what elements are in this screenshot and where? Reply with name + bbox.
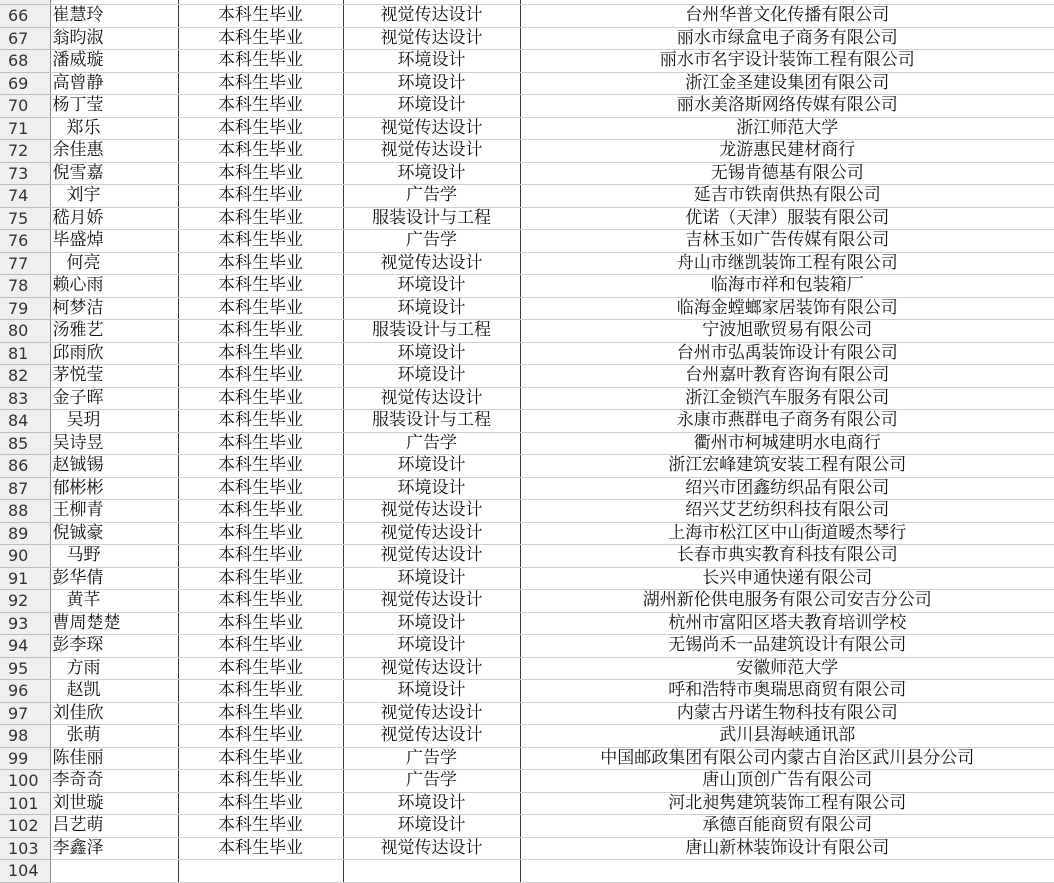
company-cell[interactable]: 宁波旭歌贸易有限公司 [520,320,1054,343]
company-cell[interactable]: 承德百能商贸有限公司 [520,815,1054,838]
major-cell[interactable]: 视觉传达设计 [343,545,520,568]
name-cell[interactable] [50,860,178,883]
table-row [0,612,1054,635]
major-cell[interactable]: 环境设计 [343,297,520,320]
table-row [0,72,1054,95]
company-cell[interactable]: 永康市燕群电子商务有限公司 [520,410,1054,433]
table-row [0,387,1054,410]
company-cell[interactable]: 无锡肯德基有限公司 [520,162,1054,185]
table-row [0,320,1054,343]
table-row [0,500,1054,523]
row-number[interactable]: 87 [0,477,50,500]
row-number[interactable]: 94 [0,635,50,658]
degree-cell[interactable]: 本科生毕业 [178,837,343,860]
row-number[interactable]: 98 [0,725,50,748]
name-cell[interactable]: 倪铖豪 [50,522,178,545]
major-cell[interactable]: 环境设计 [343,365,520,388]
major-cell[interactable]: 环境设计 [343,680,520,703]
major-cell[interactable]: 广告学 [343,747,520,770]
company-cell[interactable]: 丽水美洛斯网络传媒有限公司 [520,95,1054,118]
degree-cell[interactable]: 本科生毕业 [178,252,343,275]
name-cell[interactable]: 赵凯 [50,680,178,703]
company-cell[interactable]: 台州嘉叶教育咨询有限公司 [520,365,1054,388]
name-cell[interactable]: 王柳青 [50,500,178,523]
table-row [0,545,1054,568]
degree-cell[interactable]: 本科生毕业 [178,207,343,230]
name-cell[interactable]: 赵铖锡 [50,455,178,478]
row-number[interactable]: 67 [0,27,50,50]
name-cell[interactable]: 赖心雨 [50,275,178,298]
row-number[interactable]: 78 [0,275,50,298]
table-row [0,590,1054,613]
company-cell[interactable]: 内蒙古丹诺生物科技有限公司 [520,702,1054,725]
company-cell[interactable]: 上海市松江区中山街道暧杰琴行 [520,522,1054,545]
degree-cell[interactable]: 本科生毕业 [178,410,343,433]
table-row [0,342,1054,365]
table-row [0,297,1054,320]
table-row [0,252,1054,275]
company-cell[interactable]: 武川县海峡通讯部 [520,725,1054,748]
table-row [0,185,1054,208]
degree-cell[interactable]: 本科生毕业 [178,50,343,73]
row-number[interactable]: 95 [0,657,50,680]
name-cell[interactable]: 余佳惠 [50,140,178,163]
degree-cell[interactable]: 本科生毕业 [178,545,343,568]
name-cell[interactable]: 吴诗昱 [50,432,178,455]
table-row [0,117,1054,140]
degree-cell[interactable]: 本科生毕业 [178,522,343,545]
major-cell[interactable]: 视觉传达设计 [343,140,520,163]
major-cell[interactable]: 环境设计 [343,792,520,815]
row-number[interactable]: 74 [0,185,50,208]
degree-cell[interactable]: 本科生毕业 [178,725,343,748]
major-cell[interactable]: 环境设计 [343,275,520,298]
degree-cell[interactable]: 本科生毕业 [178,387,343,410]
major-cell[interactable]: 环境设计 [343,567,520,590]
major-cell[interactable]: 环境设计 [343,72,520,95]
degree-cell[interactable]: 本科生毕业 [178,590,343,613]
table-row [0,477,1054,500]
major-cell[interactable]: 视觉传达设计 [343,725,520,748]
degree-cell[interactable]: 本科生毕业 [178,275,343,298]
company-cell[interactable]: 临海金螳螂家居装饰有限公司 [520,297,1054,320]
company-cell[interactable]: 中国邮政集团有限公司内蒙古自治区武川县分公司 [520,747,1054,770]
major-cell[interactable]: 视觉传达设计 [343,500,520,523]
company-cell[interactable]: 延吉市铁南供热有限公司 [520,185,1054,208]
row-number[interactable]: 69 [0,72,50,95]
company-cell[interactable]: 安徽师范大学 [520,657,1054,680]
company-cell[interactable]: 龙游惠民建材商行 [520,140,1054,163]
degree-cell[interactable]: 本科生毕业 [178,342,343,365]
row-number[interactable]: 80 [0,320,50,343]
row-number[interactable]: 71 [0,117,50,140]
row-number[interactable]: 83 [0,387,50,410]
table-row [0,432,1054,455]
table-row [0,747,1054,770]
name-cell[interactable]: 高曾静 [50,72,178,95]
company-cell[interactable]: 河北昶隽建筑装饰工程有限公司 [520,792,1054,815]
major-cell[interactable]: 环境设计 [343,477,520,500]
major-cell[interactable]: 视觉传达设计 [343,590,520,613]
degree-cell[interactable]: 本科生毕业 [178,770,343,793]
row-number[interactable]: 84 [0,410,50,433]
name-cell[interactable]: 黄芊 [50,590,178,613]
table-row-empty [0,860,1054,883]
degree-cell[interactable]: 本科生毕业 [178,680,343,703]
degree-cell[interactable]: 本科生毕业 [178,27,343,50]
table-row [0,680,1054,703]
company-cell[interactable]: 湖州新伦供电服务有限公司安吉分公司 [520,590,1054,613]
table-row [0,5,1054,28]
company-cell[interactable]: 舟山市继凯装饰工程有限公司 [520,252,1054,275]
table-row [0,162,1054,185]
table-row [0,837,1054,860]
company-cell[interactable]: 浙江师范大学 [520,117,1054,140]
row-number[interactable]: 97 [0,702,50,725]
name-cell[interactable]: 方雨 [50,657,178,680]
name-cell[interactable]: 刘宇 [50,185,178,208]
major-cell[interactable]: 环境设计 [343,162,520,185]
major-cell[interactable]: 广告学 [343,432,520,455]
degree-cell[interactable]: 本科生毕业 [178,95,343,118]
major-cell[interactable]: 视觉传达设计 [343,252,520,275]
table-row [0,815,1054,838]
name-cell[interactable]: 嵇月娇 [50,207,178,230]
name-cell[interactable]: 汤雅艺 [50,320,178,343]
degree-cell[interactable]: 本科生毕业 [178,455,343,478]
row-number[interactable]: 89 [0,522,50,545]
degree-cell[interactable]: 本科生毕业 [178,230,343,253]
name-cell[interactable]: 翁昀淑 [50,27,178,50]
major-cell[interactable]: 环境设计 [343,95,520,118]
table-row [0,770,1054,793]
table-row [0,95,1054,118]
row-number[interactable]: 86 [0,455,50,478]
table-row [0,365,1054,388]
degree-cell[interactable]: 本科生毕业 [178,320,343,343]
name-cell[interactable]: 曹周楚楚 [50,612,178,635]
row-number[interactable]: 75 [0,207,50,230]
name-cell[interactable]: 吕艺萌 [50,815,178,838]
major-cell[interactable]: 服装设计与工程 [343,320,520,343]
company-cell[interactable]: 唐山新林装饰设计有限公司 [520,837,1054,860]
company-cell[interactable]: 台州市弘禹装饰设计有限公司 [520,342,1054,365]
major-cell[interactable]: 视觉传达设计 [343,387,520,410]
company-cell[interactable]: 优诺（天津）服装有限公司 [520,207,1054,230]
degree-cell[interactable]: 本科生毕业 [178,297,343,320]
degree-cell[interactable]: 本科生毕业 [178,815,343,838]
name-cell[interactable]: 彭华倩 [50,567,178,590]
row-number[interactable]: 70 [0,95,50,118]
row-number[interactable]: 88 [0,500,50,523]
major-cell[interactable]: 视觉传达设计 [343,27,520,50]
company-cell[interactable]: 浙江金圣建设集团有限公司 [520,72,1054,95]
company-cell[interactable]: 衢州市柯城建明水电商行 [520,432,1054,455]
major-cell[interactable]: 环境设计 [343,455,520,478]
name-cell[interactable]: 吴玥 [50,410,178,433]
row-number[interactable]: 72 [0,140,50,163]
major-cell[interactable]: 广告学 [343,185,520,208]
row-number[interactable]: 99 [0,747,50,770]
table-row [0,657,1054,680]
degree-cell[interactable]: 本科生毕业 [178,365,343,388]
major-cell[interactable]: 环境设计 [343,342,520,365]
name-cell[interactable]: 何亮 [50,252,178,275]
row-number[interactable]: 100 [0,770,50,793]
name-cell[interactable]: 潘威璇 [50,50,178,73]
major-cell[interactable]: 环境设计 [343,50,520,73]
company-cell[interactable]: 绍兴艾艺纺织科技有限公司 [520,500,1054,523]
name-cell[interactable]: 柯梦洁 [50,297,178,320]
company-cell[interactable]: 唐山顶创广告有限公司 [520,770,1054,793]
table-row [0,522,1054,545]
degree-cell[interactable]: 本科生毕业 [178,477,343,500]
degree-cell[interactable]: 本科生毕业 [178,72,343,95]
row-number[interactable]: 103 [0,837,50,860]
degree-cell[interactable]: 本科生毕业 [178,117,343,140]
row-number[interactable]: 82 [0,365,50,388]
table-row [0,140,1054,163]
degree-cell[interactable]: 本科生毕业 [178,432,343,455]
table-row [0,702,1054,725]
major-cell[interactable]: 环境设计 [343,815,520,838]
company-cell[interactable] [520,860,1054,883]
major-cell[interactable]: 环境设计 [343,635,520,658]
row-number[interactable]: 96 [0,680,50,703]
name-cell[interactable]: 毕盛焯 [50,230,178,253]
company-cell[interactable]: 长春市典实教育科技有限公司 [520,545,1054,568]
major-cell[interactable]: 视觉传达设计 [343,657,520,680]
name-cell[interactable]: 邱雨欣 [50,342,178,365]
degree-cell[interactable]: 本科生毕业 [178,702,343,725]
row-number[interactable]: 102 [0,815,50,838]
name-cell[interactable]: 倪雪嘉 [50,162,178,185]
row-number[interactable]: 79 [0,297,50,320]
row-number[interactable]: 81 [0,342,50,365]
degree-cell[interactable] [178,860,343,883]
table-row [0,792,1054,815]
company-cell[interactable]: 长兴申通快递有限公司 [520,567,1054,590]
name-cell[interactable]: 杨丁莹 [50,95,178,118]
major-cell[interactable]: 广告学 [343,770,520,793]
company-cell[interactable]: 绍兴市团鑫纺织品有限公司 [520,477,1054,500]
company-cell[interactable]: 无锡尚禾一品建筑设计有限公司 [520,635,1054,658]
table-row [0,207,1054,230]
name-cell[interactable]: 郁彬彬 [50,477,178,500]
major-cell[interactable]: 视觉传达设计 [343,117,520,140]
company-cell[interactable]: 浙江宏峰建筑安装工程有限公司 [520,455,1054,478]
row-number[interactable]: 91 [0,567,50,590]
row-number[interactable]: 85 [0,432,50,455]
table-row [0,230,1054,253]
name-cell[interactable]: 张萌 [50,725,178,748]
degree-cell[interactable]: 本科生毕业 [178,5,343,28]
degree-cell[interactable]: 本科生毕业 [178,612,343,635]
row-number[interactable]: 68 [0,50,50,73]
row-number[interactable]: 93 [0,612,50,635]
major-cell[interactable]: 广告学 [343,230,520,253]
company-cell[interactable]: 呼和浩特市奥瑞思商贸有限公司 [520,680,1054,703]
name-cell[interactable]: 茅悦莹 [50,365,178,388]
row-number[interactable]: 73 [0,162,50,185]
degree-cell[interactable]: 本科生毕业 [178,657,343,680]
row-number[interactable]: 92 [0,590,50,613]
name-cell[interactable]: 刘世璇 [50,792,178,815]
company-cell[interactable]: 浙江金锁汽车服务有限公司 [520,387,1054,410]
degree-cell[interactable]: 本科生毕业 [178,792,343,815]
degree-cell[interactable]: 本科生毕业 [178,140,343,163]
major-cell[interactable]: 服装设计与工程 [343,207,520,230]
row-number[interactable]: 90 [0,545,50,568]
row-number[interactable]: 104 [0,860,50,883]
table-row [0,725,1054,748]
company-cell[interactable]: 丽水市绿盒电子商务有限公司 [520,27,1054,50]
name-cell[interactable]: 刘佳欣 [50,702,178,725]
major-cell[interactable]: 服装设计与工程 [343,410,520,433]
name-cell[interactable]: 彭李琛 [50,635,178,658]
company-cell[interactable]: 杭州市富阳区塔夫教育培训学校 [520,612,1054,635]
table-row [0,410,1054,433]
major-cell[interactable]: 视觉传达设计 [343,837,520,860]
name-cell[interactable]: 李奇奇 [50,770,178,793]
row-number[interactable]: 77 [0,252,50,275]
name-cell[interactable]: 金子晖 [50,387,178,410]
degree-cell[interactable]: 本科生毕业 [178,635,343,658]
major-cell[interactable]: 环境设计 [343,612,520,635]
major-cell[interactable]: 视觉传达设计 [343,522,520,545]
table-row [0,635,1054,658]
name-cell[interactable]: 陈佳丽 [50,747,178,770]
major-cell[interactable]: 视觉传达设计 [343,702,520,725]
degree-cell[interactable]: 本科生毕业 [178,747,343,770]
name-cell[interactable]: 郑乐 [50,117,178,140]
degree-cell[interactable]: 本科生毕业 [178,500,343,523]
name-cell[interactable]: 马野 [50,545,178,568]
name-cell[interactable]: 崔慧玲 [50,5,178,28]
company-cell[interactable]: 临海市祥和包装箱厂 [520,275,1054,298]
table-row [0,455,1054,478]
table-row [0,50,1054,73]
degree-cell[interactable]: 本科生毕业 [178,567,343,590]
major-cell[interactable] [343,860,520,883]
row-number[interactable]: 101 [0,792,50,815]
table-row [0,567,1054,590]
name-cell[interactable]: 李鑫泽 [50,837,178,860]
row-number[interactable]: 66 [0,5,50,28]
major-cell[interactable]: 视觉传达设计 [343,5,520,28]
degree-cell[interactable]: 本科生毕业 [178,162,343,185]
degree-cell[interactable]: 本科生毕业 [178,185,343,208]
row-number[interactable]: 76 [0,230,50,253]
table-row [0,27,1054,50]
company-cell[interactable]: 丽水市名宇设计装饰工程有限公司 [520,50,1054,73]
table-row [0,275,1054,298]
company-cell[interactable]: 吉林玉如广告传媒有限公司 [520,230,1054,253]
company-cell[interactable]: 台州华普文化传播有限公司 [520,5,1054,28]
